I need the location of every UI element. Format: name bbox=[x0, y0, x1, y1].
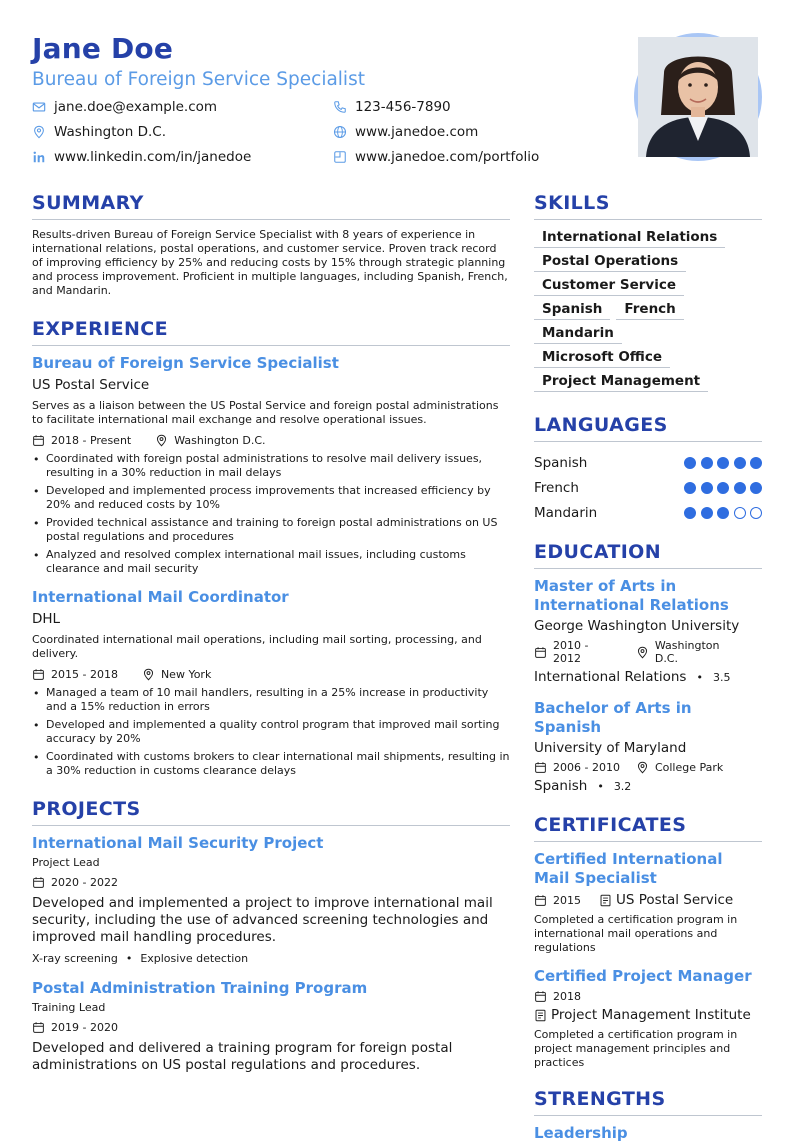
location-pin-icon bbox=[636, 646, 649, 659]
level-dot bbox=[734, 482, 746, 494]
level-dot bbox=[684, 457, 696, 469]
education-gpa: 3.2 bbox=[613, 779, 632, 793]
skill-tag: Mandarin bbox=[534, 324, 622, 344]
experience-item bbox=[32, 588, 510, 778]
job-dates: 2018 - Present bbox=[32, 434, 131, 447]
certificate-item bbox=[534, 850, 762, 955]
globe-icon bbox=[333, 125, 347, 139]
calendar-icon bbox=[32, 668, 45, 681]
portfolio-text: www.janedoe.com/portfolio bbox=[355, 149, 540, 165]
education-meta bbox=[534, 761, 762, 774]
skills-list bbox=[534, 228, 762, 396]
job-title: International Mail Coordinator bbox=[32, 588, 289, 606]
calendar-icon bbox=[534, 646, 547, 659]
skill-tag: Project Management bbox=[534, 372, 708, 392]
certificate-title: Certified Project Manager bbox=[534, 967, 752, 985]
strength-item: Leadership bbox=[534, 1124, 628, 1142]
job-bullet: • Developed and implemented a quality control program that improved mail sorting accuracy by 20% bbox=[32, 718, 510, 746]
skill-tag: Spanish bbox=[534, 300, 610, 320]
location-pin-icon bbox=[636, 761, 649, 774]
level-dot bbox=[684, 482, 696, 494]
project-description: Developed and delivered a training program for foreign postal administrations on US postal regulations and procedures. bbox=[32, 1040, 453, 1073]
job-company: DHL bbox=[32, 611, 61, 627]
level-dot bbox=[717, 457, 729, 469]
email-text: jane.doe@example.com bbox=[54, 99, 218, 115]
tag-separator: • bbox=[125, 952, 133, 965]
project-item bbox=[32, 834, 510, 965]
certificate-meta bbox=[534, 990, 762, 1003]
job-description: Coordinated international mail operations, including mail sorting, processing, and delivery. bbox=[32, 633, 482, 660]
location-pin-icon bbox=[142, 668, 155, 681]
certificate-description: Completed a certification program in project management principles and practices bbox=[534, 1028, 738, 1069]
linkedin-icon bbox=[32, 150, 46, 164]
job-meta bbox=[32, 432, 510, 448]
education-field: International Relations • 3.5 bbox=[534, 669, 731, 685]
level-dot bbox=[684, 507, 696, 519]
certificate-meta bbox=[534, 892, 762, 908]
languages-heading: LANGUAGES bbox=[534, 414, 762, 442]
skill-tag: Postal Operations bbox=[534, 252, 686, 272]
calendar-icon bbox=[32, 876, 45, 889]
certificate-title: Certified International Mail Specialist bbox=[534, 850, 723, 887]
certificate-icon bbox=[599, 894, 612, 907]
skill-tag: French bbox=[616, 300, 683, 320]
certificate-year: 2018 bbox=[534, 990, 581, 1003]
education-location: Washington D.C. bbox=[636, 639, 746, 665]
job-location: New York bbox=[142, 668, 211, 681]
location-pin-icon bbox=[155, 434, 168, 447]
level-dot bbox=[701, 507, 713, 519]
projects-heading: PROJECTS bbox=[32, 798, 510, 826]
candidate-title: Bureau of Foreign Service Specialist bbox=[32, 69, 365, 90]
certificate-issuer: US Postal Service bbox=[599, 892, 733, 908]
summary-heading: SUMMARY bbox=[32, 192, 510, 220]
job-title: Bureau of Foreign Service Specialist bbox=[32, 354, 339, 372]
language-level bbox=[680, 482, 763, 494]
language-row bbox=[534, 450, 762, 475]
language-row bbox=[534, 500, 762, 525]
language-name: Spanish bbox=[534, 454, 588, 471]
language-row bbox=[534, 475, 762, 500]
job-bullet: • Coordinated with customs brokers to clear international mail shipments, resulting in a 30% reduction in customs clearance delays bbox=[32, 750, 510, 778]
project-meta bbox=[32, 874, 510, 890]
skill-tag: International Relations bbox=[534, 228, 725, 248]
skill-tag: Microsoft Office bbox=[534, 348, 670, 368]
languages-list bbox=[534, 450, 762, 525]
calendar-icon bbox=[534, 894, 547, 907]
contact-linkedin[interactable] bbox=[32, 149, 251, 165]
calendar-icon bbox=[32, 434, 45, 447]
profile-photo-avatar bbox=[638, 37, 758, 157]
job-bullet: • Provided technical assistance and training to foreign postal administrations on US postal regulations and procedures bbox=[32, 516, 510, 544]
education-dates: 2006 - 2010 bbox=[534, 761, 620, 774]
language-name: French bbox=[534, 479, 579, 496]
language-level bbox=[680, 457, 763, 469]
calendar-icon bbox=[534, 990, 547, 1003]
job-bullet: • Coordinated with foreign postal administrations to resolve mail delivery issues, resulting in a 30% reduction in mail delays bbox=[32, 452, 510, 480]
contact-list bbox=[32, 99, 592, 174]
education-item bbox=[534, 699, 762, 794]
contact-phone[interactable] bbox=[333, 99, 451, 115]
contact-website[interactable] bbox=[333, 124, 478, 140]
skills-heading: SKILLS bbox=[534, 192, 762, 220]
certificate-year: 2015 bbox=[534, 894, 581, 907]
right-column bbox=[534, 192, 762, 1142]
certificate-description: Completed a certification program in international mail operations and regulations bbox=[534, 913, 738, 954]
level-dot bbox=[734, 507, 746, 519]
strengths-heading: STRENGTHS bbox=[534, 1088, 762, 1116]
calendar-icon bbox=[32, 1021, 45, 1034]
phone-icon bbox=[333, 100, 347, 114]
calendar-icon bbox=[534, 761, 547, 774]
project-item bbox=[32, 979, 510, 1074]
project-title: Postal Administration Training Program bbox=[32, 979, 368, 997]
contact-email[interactable] bbox=[32, 99, 217, 115]
job-description: Serves as a liaison between the US Postal Service and foreign postal administrations to facilitate international mail exchange and resolve operational issues. bbox=[32, 399, 499, 426]
website-text: www.janedoe.com bbox=[355, 124, 479, 140]
project-title: International Mail Security Project bbox=[32, 834, 324, 852]
contact-location bbox=[32, 124, 166, 140]
summary-text: Results-driven Bureau of Foreign Service Specialist with 8 years of experience in international relations, postal operations, and customer service. Proven track record of improving efficiency by 25% and reducing costs by 15% through strategic planning and process improvement. Proficient in multiple languages, including Spanish, French, and Mandarin. bbox=[32, 228, 508, 297]
level-dot bbox=[701, 482, 713, 494]
job-bullets bbox=[32, 452, 510, 576]
project-description: Developed and implemented a project to improve international mail security, including the use of advanced screening technologies and improved mail handling procedures. bbox=[32, 895, 493, 945]
job-meta bbox=[32, 666, 510, 682]
project-tags bbox=[32, 952, 510, 965]
language-name: Mandarin bbox=[534, 504, 598, 521]
portfolio-icon bbox=[333, 150, 347, 164]
level-dot bbox=[750, 482, 762, 494]
profile-photo bbox=[634, 33, 762, 161]
job-bullet: • Managed a team of 10 mail handlers, resulting in a 25% increase in productivity and a 15% reduction in errors bbox=[32, 686, 510, 714]
education-dates: 2010 - 2012 bbox=[534, 639, 620, 665]
education-gpa: 3.5 bbox=[712, 670, 731, 684]
certificate-item bbox=[534, 967, 762, 1070]
certificate-meta bbox=[534, 1007, 762, 1023]
project-meta bbox=[32, 1019, 510, 1035]
job-company: US Postal Service bbox=[32, 377, 150, 393]
level-dot bbox=[750, 457, 762, 469]
education-location: College Park bbox=[636, 761, 723, 774]
job-location: Washington D.C. bbox=[155, 434, 265, 447]
job-bullet: • Developed and implemented process improvements that increased efficiency by 20% and reduced costs by 10% bbox=[32, 484, 510, 512]
job-bullets bbox=[32, 686, 510, 778]
job-bullet: • Analyzed and resolved complex international mail issues, including customs clearance and mail security bbox=[32, 548, 510, 576]
level-dot bbox=[717, 482, 729, 494]
certificate-issuer: Project Management Institute bbox=[534, 1007, 751, 1023]
location-text: Washington D.C. bbox=[54, 124, 167, 140]
level-dot bbox=[750, 507, 762, 519]
certificate-icon bbox=[534, 1009, 547, 1022]
left-column bbox=[32, 192, 510, 1074]
level-dot bbox=[734, 457, 746, 469]
project-role: Training Lead bbox=[32, 1001, 106, 1014]
experience-item bbox=[32, 354, 510, 576]
experience-heading: EXPERIENCE bbox=[32, 318, 510, 346]
contact-portfolio[interactable] bbox=[333, 149, 539, 165]
project-tag: Explosive detection bbox=[140, 952, 249, 965]
job-dates: 2015 - 2018 bbox=[32, 668, 118, 681]
phone-text: 123-456-7890 bbox=[355, 99, 451, 115]
education-item bbox=[534, 577, 762, 685]
project-role: Project Lead bbox=[32, 856, 100, 869]
education-meta bbox=[534, 639, 762, 665]
education-field: Spanish • 3.2 bbox=[534, 778, 632, 794]
project-dates: 2020 - 2022 bbox=[32, 876, 118, 889]
education-degree: Master of Arts in International Relations bbox=[534, 577, 729, 614]
level-dot bbox=[701, 457, 713, 469]
level-dot bbox=[717, 507, 729, 519]
education-school: University of Maryland bbox=[534, 740, 687, 756]
location-pin-icon bbox=[32, 125, 46, 139]
project-dates: 2019 - 2020 bbox=[32, 1021, 118, 1034]
language-level bbox=[680, 507, 763, 519]
education-degree: Bachelor of Arts in Spanish bbox=[534, 699, 692, 736]
mail-icon bbox=[32, 100, 46, 114]
candidate-name: Jane Doe bbox=[32, 32, 174, 65]
skill-tag: Customer Service bbox=[534, 276, 684, 296]
project-tag: X-ray screening bbox=[32, 952, 118, 965]
education-school: George Washington University bbox=[534, 618, 740, 634]
education-heading: EDUCATION bbox=[534, 541, 762, 569]
certificates-heading: CERTIFICATES bbox=[534, 814, 762, 842]
linkedin-text: www.linkedin.com/in/janedoe bbox=[54, 149, 252, 165]
